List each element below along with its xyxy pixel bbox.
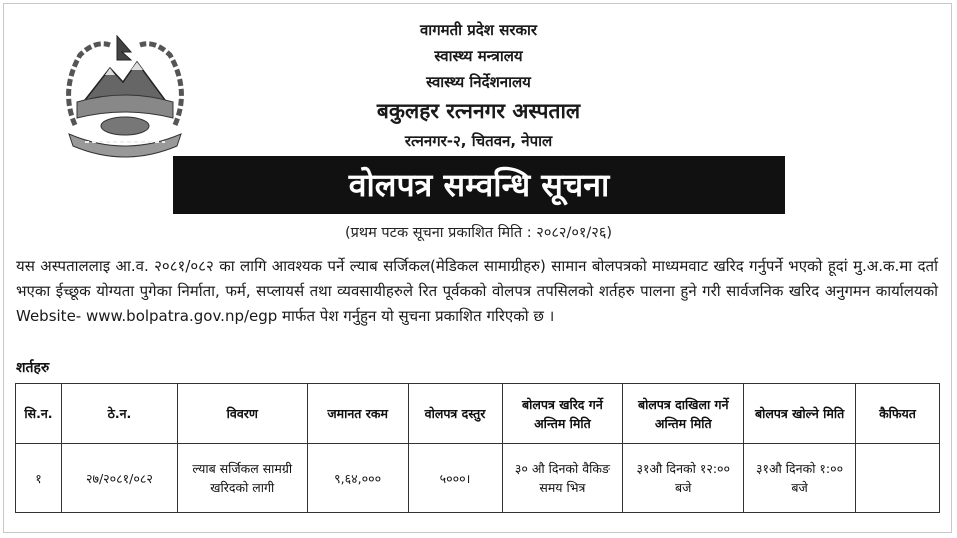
table-header-row <box>16 384 940 444</box>
col-purchase-deadline: बोलपत्र खरिद गर्ने अन्तिम मिति <box>502 384 623 444</box>
province-government: वागमती प्रदेश सरकार <box>419 21 538 39</box>
cell-opening-date: ३१औ दिनको १:०० बजे <box>744 444 856 513</box>
col-bid-security: जमानत रकम <box>307 384 408 444</box>
notice-body: यस अस्पताललाइ आ.व. २०८१/०८२ का लागि आवश्यक पर्ने ल्याब सर्जिकल(मेडिकल सामाग्रीहरु) सामान बोलपत्रको माध्यमवाट खरिद गर्नुपर्ने भएको हूदां मु.अ.क.मा दर्ता भएका ईच्छूक योग्यता पुगेका निर्माता, फर्म, सप्लायर्स तथा व्यवसायीहरुले रित पूर्वकको वोलपत्र तपसिलको शर्तहरु पालना हुने गरी सार्वजनिक खरिद अनुगमन कार्यालयको Website- www.bolpatra.gov.np/egp मार्फत पेश गर्नुहुन यो सुचना प्रकाशित गरिएको छ । <box>16 257 938 325</box>
col-contract-no: ठे.न. <box>61 384 177 444</box>
hospital-name: बकुलहर रत्ननगर अस्पताल <box>376 99 581 123</box>
health-directorate: स्वास्थ्य निर्देशनालय <box>426 73 531 91</box>
cell-bid-fee: ५०००। <box>408 444 502 513</box>
cell-bid-security: ९,६४,००० <box>307 444 408 513</box>
terms-heading: शर्तहरु <box>16 360 50 376</box>
ministry-of-health: स्वास्थ्य मन्त्रालय <box>434 47 523 65</box>
cell-description: ल्याब सर्जिकल सामग्री खरिदको लागी <box>177 444 307 513</box>
col-remarks: कैफियत <box>856 384 940 444</box>
publish-date: (प्रथम पटक सूचना प्रकाशित मिति : २०८२/०१/२६) <box>344 225 613 241</box>
col-submission-deadline: बोलपत्र दाखिला गर्ने अन्तिम मिति <box>623 384 744 444</box>
hospital-address: रत्ननगर-२, चितवन, नेपाल <box>404 132 553 150</box>
col-serial: सि.न. <box>16 384 62 444</box>
cell-contract-no: २७/२०८१/०८२ <box>61 444 177 513</box>
table-row <box>16 444 940 513</box>
col-description: विवरण <box>177 384 307 444</box>
cell-purchase-deadline: ३० औ दिनको वैकिङ समय भित्र <box>502 444 623 513</box>
notice-title-banner: वोलपत्र सम्वन्धि सूचना <box>173 156 785 214</box>
col-opening-date: बोलपत्र खोल्ने मिति <box>744 384 856 444</box>
col-bid-fee: वोलपत्र दस्तुर <box>408 384 502 444</box>
tender-table <box>15 383 940 513</box>
cell-serial: १ <box>16 444 62 513</box>
cell-submission-deadline: ३१औ दिनको १२:०० बजे <box>623 444 744 513</box>
cell-remarks <box>856 444 940 513</box>
